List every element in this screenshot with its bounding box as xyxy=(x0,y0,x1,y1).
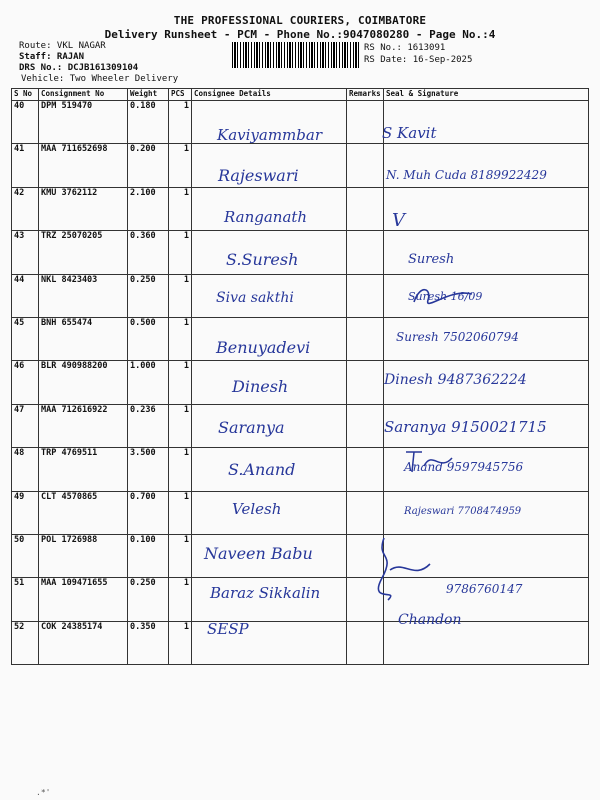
table-row xyxy=(12,231,589,274)
pcs-cell: 1 xyxy=(169,274,192,317)
col-sno-header: S No xyxy=(12,89,39,101)
handwritten-name: Benuyadevi xyxy=(216,338,311,357)
remarks-cell xyxy=(347,404,384,447)
consignment-cell: TRZ 25070205 xyxy=(39,231,128,274)
handwritten-name: SESP xyxy=(207,620,249,638)
handwritten-name: Baraz Sikkalin xyxy=(210,584,321,602)
table-header-row xyxy=(12,89,589,101)
consignment-cell: POL 1726988 xyxy=(39,534,128,577)
pcs-cell: 1 xyxy=(169,621,192,664)
consignment-cell: NKL 8423403 xyxy=(39,274,128,317)
footer-mark: .*' xyxy=(36,788,51,797)
pcs-cell: 1 xyxy=(169,534,192,577)
consignment-cell: TRP 4769511 xyxy=(39,448,128,491)
weight-cell: 0.250 xyxy=(128,578,169,621)
pcs-cell: 1 xyxy=(169,231,192,274)
col-consignee-header: Consignee Details xyxy=(192,89,347,101)
remarks-cell xyxy=(347,361,384,404)
sno-cell: 40 xyxy=(12,101,39,144)
weight-cell: 0.700 xyxy=(128,491,169,534)
handwritten-name: S.Suresh xyxy=(226,250,299,269)
remarks-cell xyxy=(347,144,384,187)
barcode-image xyxy=(232,42,359,68)
weight-cell: 0.250 xyxy=(128,274,169,317)
sno-cell: 50 xyxy=(12,534,39,577)
handwritten-name: Velesh xyxy=(232,500,282,518)
handwritten-signature: Suresh 7502060794 xyxy=(396,330,519,344)
consignment-cell: DPM 519470 xyxy=(39,101,128,144)
sno-cell: 43 xyxy=(12,231,39,274)
weight-cell: 0.200 xyxy=(128,144,169,187)
pcs-cell: 1 xyxy=(169,491,192,534)
pcs-cell: 1 xyxy=(169,187,192,230)
handwritten-signature: Rajeswari 7708474959 xyxy=(404,506,522,517)
remarks-cell xyxy=(347,187,384,230)
handwritten-name: Saranya xyxy=(218,418,285,437)
handwritten-name: Kaviyammbar xyxy=(217,126,322,144)
sno-cell: 45 xyxy=(12,317,39,360)
weight-cell: 3.500 xyxy=(128,448,169,491)
weight-cell: 0.236 xyxy=(128,404,169,447)
consignment-cell: BNH 655474 xyxy=(39,317,128,360)
pcs-cell: 1 xyxy=(169,578,192,621)
handwritten-name: Ranganath xyxy=(224,208,308,226)
scribble-signature xyxy=(402,446,462,476)
handwritten-name: Siva sakthi xyxy=(216,290,294,306)
pcs-cell: 1 xyxy=(169,101,192,144)
handwritten-name: S.Anand xyxy=(228,460,296,479)
table-row xyxy=(12,621,589,664)
col-pcs-header: PCS xyxy=(169,89,192,101)
pcs-cell: 1 xyxy=(169,361,192,404)
handwritten-name: Naveen Babu xyxy=(204,544,313,563)
handwritten-signature: Saranya 9150021715 xyxy=(384,418,547,436)
handwritten-signature: S Kavit xyxy=(382,124,437,142)
col-remarks-header: Remarks xyxy=(347,89,384,101)
handwritten-signature: Suresh xyxy=(408,252,455,267)
handwritten-signature: 9786760147 xyxy=(446,582,523,596)
company-title: THE PROFESSIONAL COURIERS, COIMBATORE xyxy=(173,14,427,27)
pcs-cell: 1 xyxy=(169,404,192,447)
sno-cell: 52 xyxy=(12,621,39,664)
sno-cell: 46 xyxy=(12,361,39,404)
sno-cell: 49 xyxy=(12,491,39,534)
handwritten-name: Dinesh xyxy=(232,377,289,396)
seal-cell xyxy=(384,187,589,230)
sno-cell: 48 xyxy=(12,448,39,491)
consignment-cell: MAA 109471655 xyxy=(39,578,128,621)
weight-cell: 2.100 xyxy=(128,187,169,230)
remarks-cell xyxy=(347,231,384,274)
pcs-cell: 1 xyxy=(169,317,192,360)
weight-cell: 0.360 xyxy=(128,231,169,274)
rs-number: RS No.: 1613091 xyxy=(364,43,446,53)
consignment-cell: MAA 711652698 xyxy=(39,144,128,187)
consignment-cell: CLT 4570865 xyxy=(39,491,128,534)
consignment-cell: COK 24385174 xyxy=(39,621,128,664)
consignment-cell: MAA 712616922 xyxy=(39,404,128,447)
handwritten-signature: Dinesh 9487362224 xyxy=(384,372,527,388)
vehicle-label: Vehicle: Two Wheeler Delivery xyxy=(21,74,179,84)
drs-number: DRS No.: DCJB161309104 xyxy=(19,63,139,73)
weight-cell: 0.500 xyxy=(128,317,169,360)
sno-cell: 51 xyxy=(12,578,39,621)
pcs-cell: 1 xyxy=(169,448,192,491)
pcs-cell: 1 xyxy=(169,144,192,187)
handwritten-signature: Anand 9597945756 xyxy=(404,460,524,474)
sno-cell: 42 xyxy=(12,187,39,230)
col-consignment-header: Consignment No xyxy=(39,89,128,101)
table-row xyxy=(12,274,589,317)
consignment-cell: BLR 490988200 xyxy=(39,361,128,404)
staff-label: Staff: RAJAN xyxy=(19,52,85,62)
col-weight-header: Weight xyxy=(128,89,169,101)
remarks-cell xyxy=(347,448,384,491)
weight-cell: 0.100 xyxy=(128,534,169,577)
weight-cell: 0.350 xyxy=(128,621,169,664)
weight-cell: 1.000 xyxy=(128,361,169,404)
runsheet-subtitle: Delivery Runsheet - PCM - Phone No.:9047080280 - Page No.:4 xyxy=(104,28,496,41)
sno-cell: 47 xyxy=(12,404,39,447)
route-label: Route: VKL NAGAR xyxy=(19,41,106,51)
scribble-signature xyxy=(408,280,483,310)
handwritten-signature: N. Muh Cuda 8189922429 xyxy=(386,168,547,182)
handwritten-signature: Suresh 16/09 xyxy=(408,290,483,303)
remarks-cell xyxy=(347,274,384,317)
handwritten-signature: Chandon xyxy=(398,612,462,628)
sno-cell: 44 xyxy=(12,274,39,317)
handwritten-signature: V xyxy=(392,210,405,231)
weight-cell: 0.180 xyxy=(128,101,169,144)
remarks-cell xyxy=(347,101,384,144)
scribble-signature xyxy=(370,530,440,610)
rs-date: RS Date: 16-Sep-2025 xyxy=(364,55,473,65)
col-seal-header: Seal & Signature xyxy=(384,89,589,101)
remarks-cell xyxy=(347,317,384,360)
remarks-cell xyxy=(347,491,384,534)
sno-cell: 41 xyxy=(12,144,39,187)
remarks-cell xyxy=(347,621,384,664)
consignment-cell: KMU 3762112 xyxy=(39,187,128,230)
handwritten-name: Rajeswari xyxy=(218,166,299,185)
